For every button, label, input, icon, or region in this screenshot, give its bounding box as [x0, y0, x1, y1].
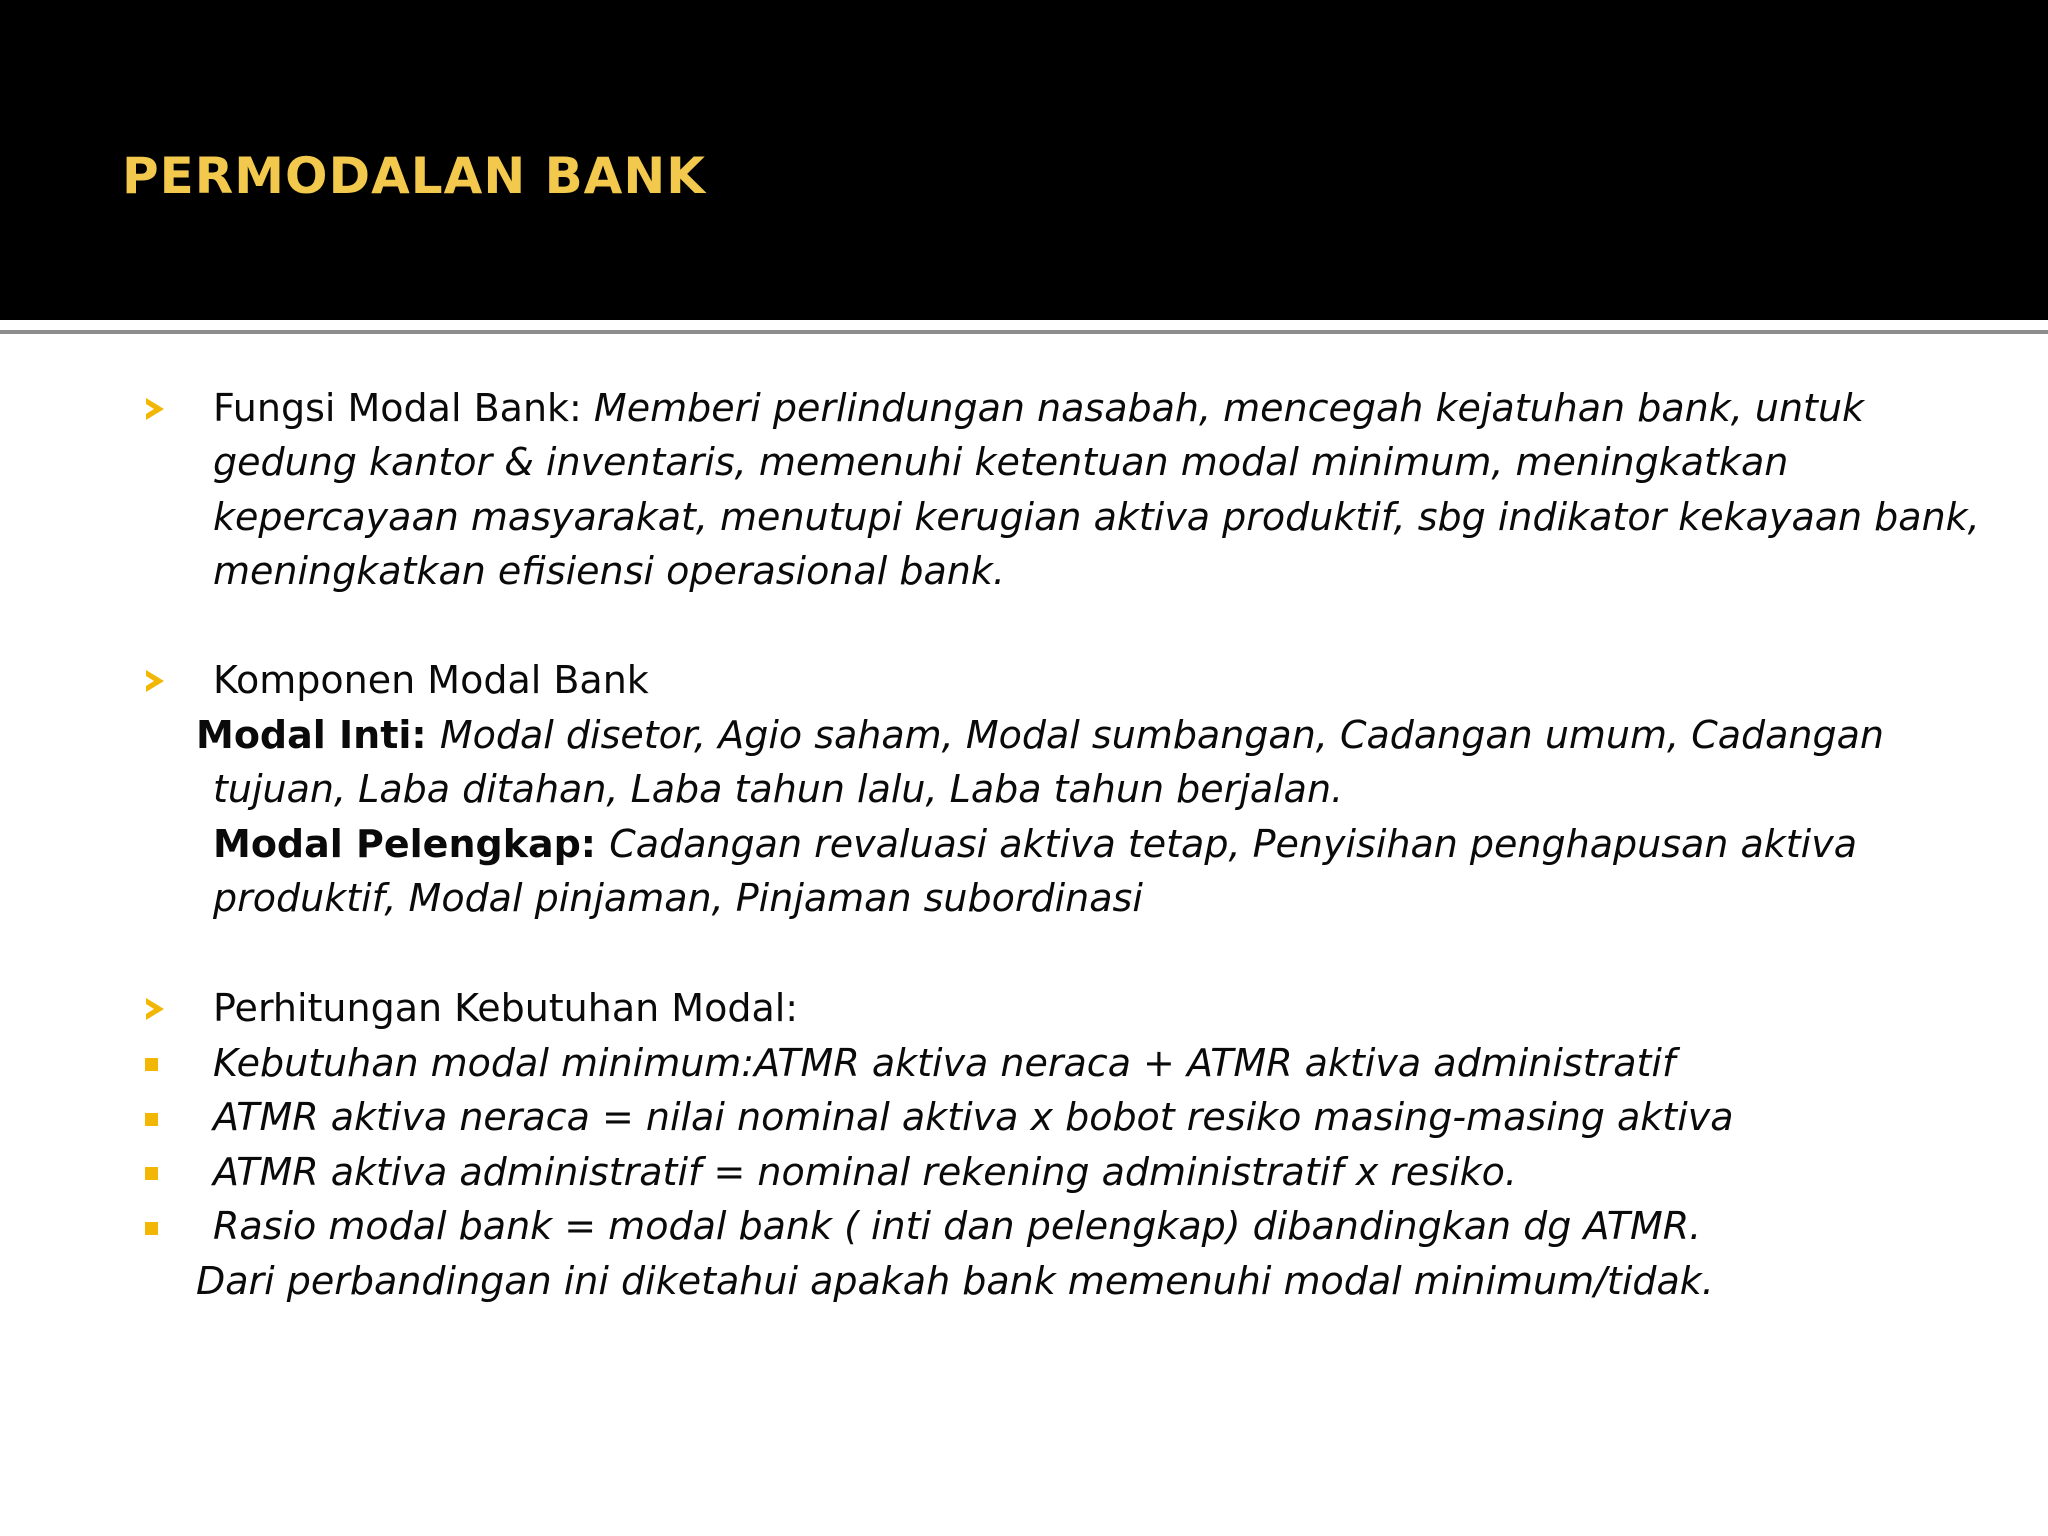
- perhitungan-item: Kebutuhan modal minimum:ATMR aktiva neraca + ATMR aktiva administratif: [213, 1041, 1676, 1085]
- slide-title: PERMODALAN BANK: [122, 147, 706, 205]
- arrow-bullet-icon: [146, 670, 164, 692]
- perhitungan-item: Rasio modal bank = modal bank ( inti dan pelengkap) dibandingkan dg ATMR.: [213, 1204, 1702, 1248]
- arrow-bullet-icon: [146, 998, 164, 1020]
- modal-pelengkap-line-2: produktif, Modal pinjaman, Pinjaman subordinasi: [213, 876, 1143, 920]
- fungsi-line-3: kepercayaan masyarakat, menutupi kerugian aktiva produktif, sbg indikator kekayaan bank,: [213, 495, 1980, 539]
- modal-inti-label: Modal Inti:: [196, 713, 440, 757]
- fungsi-label: Fungsi Modal Bank:: [213, 386, 594, 430]
- fungsi-line-4: meningkatkan efisiensi operasional bank.: [213, 549, 1005, 593]
- perhitungan-heading: Perhitungan Kebutuhan Modal:: [213, 986, 799, 1030]
- komponen-heading: Komponen Modal Bank: [213, 658, 649, 702]
- fungsi-line-2: gedung kantor & inventaris, memenuhi ketentuan modal minimum, meningkatkan: [213, 440, 1789, 484]
- fungsi-line-1: [213, 381, 1864, 435]
- fungsi-text: Memberi perlindungan nasabah, mencegah kejatuhan bank, untuk: [593, 386, 1865, 430]
- square-bullet-icon: [145, 1222, 158, 1235]
- modal-inti-text: Modal disetor, Agio saham, Modal sumbangan, Cadangan umum, Cadangan: [439, 713, 1884, 757]
- square-bullet-icon: [145, 1113, 158, 1126]
- square-bullet-icon: [145, 1058, 158, 1071]
- modal-inti-line-2: tujuan, Laba ditahan, Laba tahun lalu, Laba tahun berjalan.: [213, 767, 1344, 811]
- modal-pelengkap-label: Modal Pelengkap:: [213, 822, 610, 866]
- arrow-bullet-icon: [146, 398, 164, 420]
- modal-pelengkap-text: Cadangan revaluasi aktiva tetap, Penyisihan penghapusan aktiva: [609, 822, 1857, 866]
- perhitungan-item: ATMR aktiva administratif = nominal rekening administratif x resiko.: [213, 1150, 1518, 1194]
- perhitungan-note: Dari perbandingan ini diketahui apakah bank memenuhi modal minimum/tidak.: [196, 1259, 1714, 1303]
- square-bullet-icon: [145, 1167, 158, 1180]
- modal-pelengkap-line-1: [213, 817, 1857, 871]
- modal-inti-line-1: [196, 708, 1884, 762]
- perhitungan-item: ATMR aktiva neraca = nilai nominal aktiva x bobot resiko masing-masing aktiva: [213, 1095, 1734, 1139]
